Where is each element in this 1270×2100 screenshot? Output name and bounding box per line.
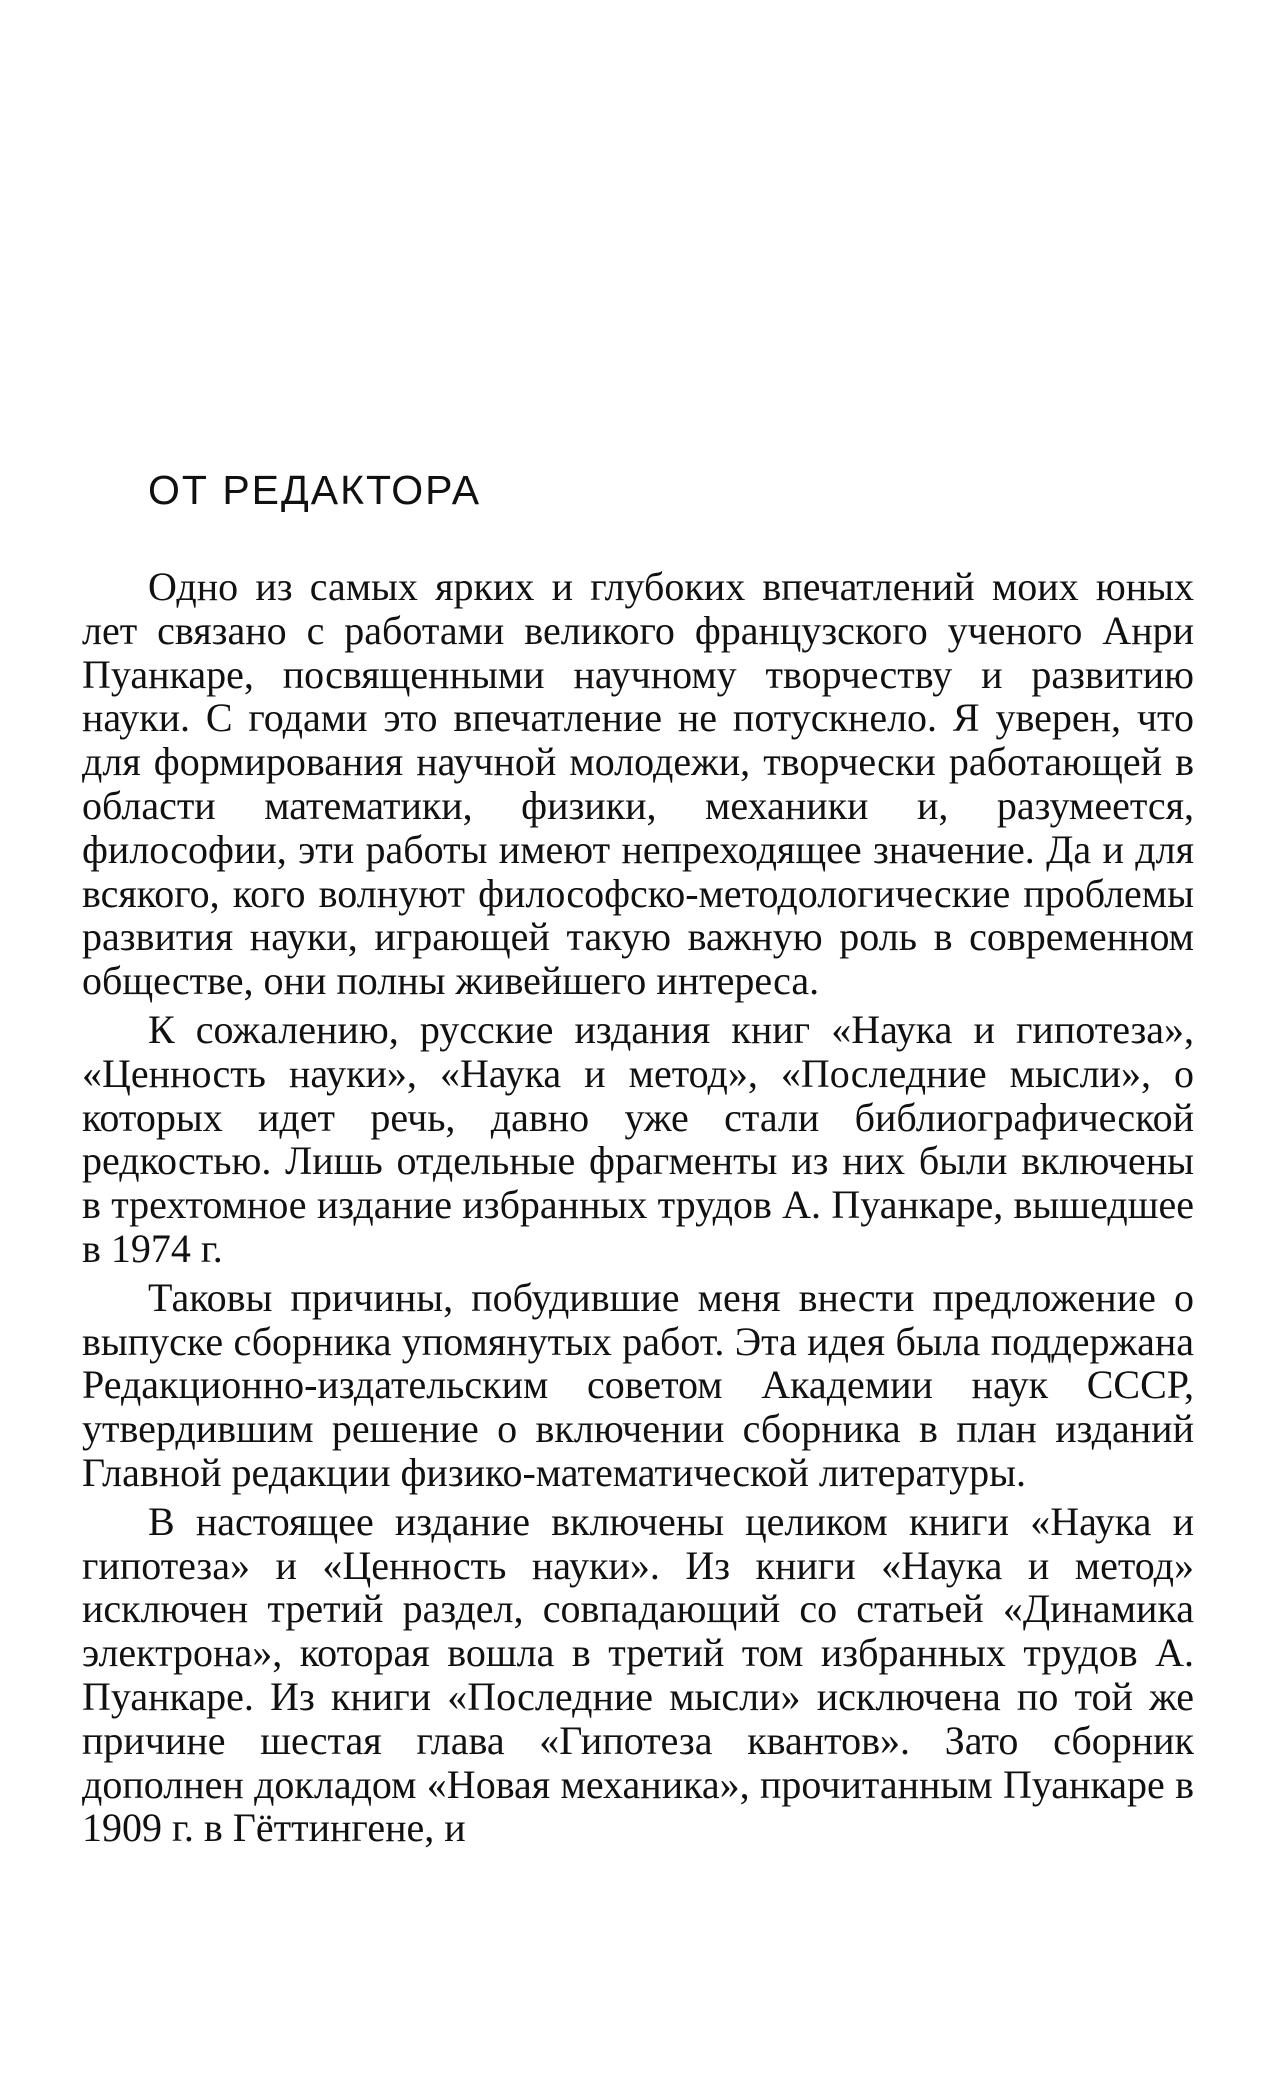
paragraph-4: В настоящее издание включены целиком книги «Наука и гипотеза» и «Ценность науки». Из книги «Наука и метод» исключен третий раздел, совпадающий со статьей «Динамика электрона», которая вошла в третий том избранных трудов А. Пуанкаре. Из книги «Последние мысли» исключена по той же причине шестая глава «Гипотеза квантов». Зато сборник дополнен докладом «Новая механика», прочитанным Пуанкаре в 1909 г. в Гёттингене, и	[82, 1498, 1194, 1851]
paragraph-1: Одно из самых ярких и глубоких впечатлений моих юных лет связано с работами великого французского ученого Анри Пуанкаре, посвященными научному творчеству и развитию науки. С годами это впечатление не потускнело. Я уверен, что для формирования научной молодежи, творчески работающей в области математики, физики, механики и, разумеется, философии, эти работы имеют непреходящее значение. Да и для всякого, кого волнуют философско-методологические проблемы развития науки, играющей такую важную роль в современном обществе, они полны живейшего интереса.	[82, 564, 1194, 1004]
section-heading: ОТ РЕДАКТОРА	[148, 467, 482, 513]
paragraph-3: Таковы причины, побудившие меня внести предложение о выпуске сборника упомянутых работ. Эта идея была поддержана Редакционно-издательским советом Академии наук СССР, утвердившим решение о включении сборника в план изданий Главной редакции физико-математической литературы.	[82, 1274, 1194, 1495]
paragraph-2: К сожалению, русские издания книг «Наука и гипотеза», «Ценность науки», «Наука и метод», «Последние мысли», о которых идет речь, давно уже стали библиографической редкостью. Лишь отдельные фрагменты из них были включены в трехтомное издание избранных трудов А. Пуанкаре, вышедшее в 1974 г.	[82, 1006, 1194, 1271]
body-text	[82, 565, 1194, 1855]
